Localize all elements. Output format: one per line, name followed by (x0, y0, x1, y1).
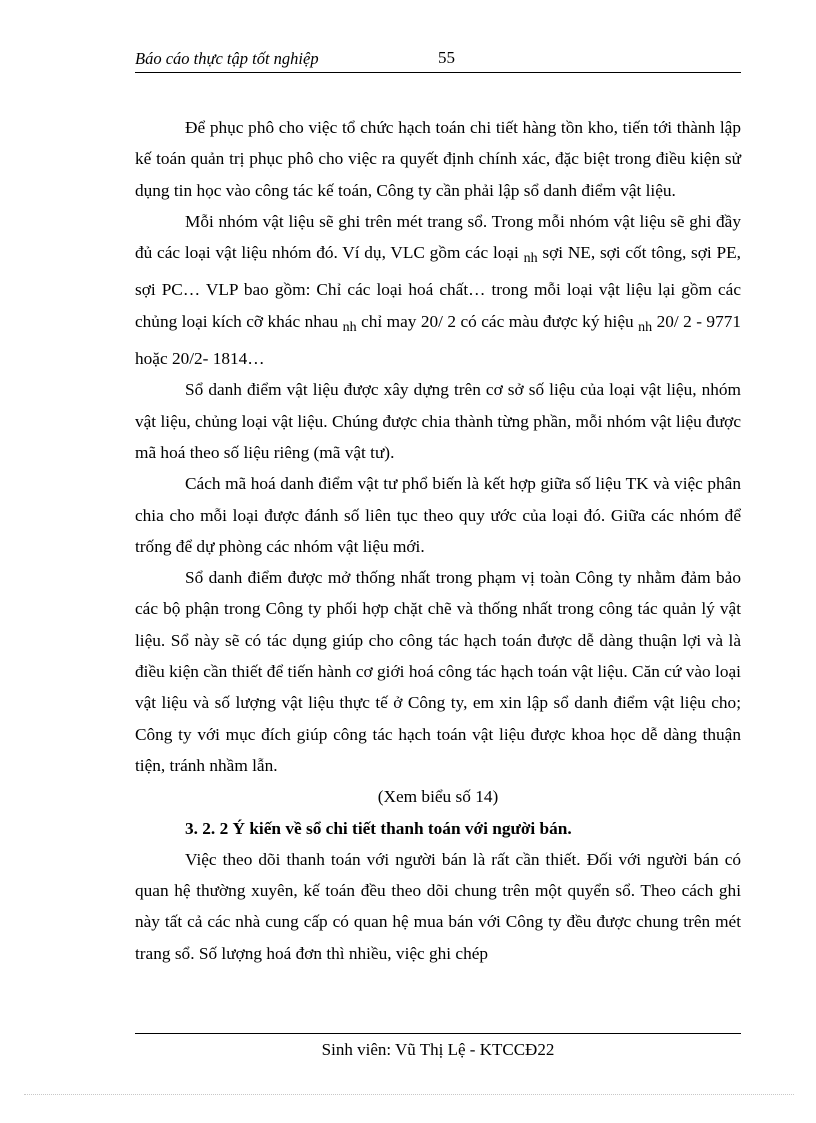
paragraph-1: Để phục phô cho việc tổ chức hạch toán chi tiết hàng tồn kho, tiến tới thành lập kế toán quản trị phục phô cho việc ra quyết định chính xác, đặc biệt trong điều kiện sử dụng tin học vào công tác kế toán, Công ty cần phải lập sổ danh điểm vật liệu. (135, 118, 741, 200)
figure-reference: (Xem biểu số 14) (377, 787, 499, 807)
footer-author: Sinh viên: Vũ Thị Lệ - KTCCĐ22 (321, 1040, 555, 1059)
paragraph-2-part-d: 20/ 2 - 9771 hoặc 20/2- 1814… (135, 311, 741, 369)
paragraph-6: Việc theo dõi thanh toán với người bán là rất cần thiết. Đối với người bán có quan hệ thường xuyên, kế toán đều theo dõi chung trên một quyển sổ. Theo cách ghi này tất cả các nhà cung cấp có quan hệ mua bán với Công ty đều được chung trên mét trang sổ. Số lượng hoá đơn thì nhiều, việc ghi chép (135, 849, 741, 963)
page-header (135, 48, 741, 73)
page-number: 55 (438, 48, 455, 67)
abbrev-nh-3: nh (638, 319, 653, 335)
paragraph-5: Sổ danh điểm được mở thống nhất trong phạm vị toàn Công ty nhằm đảm bảo các bộ phận trong Công ty phối hợp chặt chẽ và thống nhất trong công tác quản lý vật liệu. Sổ này sẽ có tác dụng giúp cho công tác hạch toán được dễ dàng thuận lợi và là điều kiện cần thiết để tiến hành cơ giới hoá công tác hạch toán vật liệu. Căn cứ vào loại vật liệu và số lượng vật liệu thực tế ở Công ty, em xin lập sổ danh điểm vật liệu cho; Công ty với mục đích giúp công tác hạch toán vật liệu được khoa học dễ dàng thuận tiện, tránh nhầm lẫn. (135, 568, 741, 775)
paragraph-2-part-a: Mỗi nhóm vật liệu sẽ ghi trên mét trang sổ. Trong mỗi nhóm vật liệu sẽ ghi đầy đủ các loại vật liệu nhóm đó. Ví dụ, VLC gồm các loại (135, 211, 741, 263)
paragraph-2-part-b: sợi NE, sợi cốt tông, sợi PE, sợi PC… VLP bao gồm: Chỉ các loại hoá chất… trong mỗi loại vật liệu lại gồm các chủng loại kích cỡ khác nhau (135, 243, 741, 331)
paragraph-3: Sổ danh điểm vật liệu được xây dựng trên cơ sở số liệu của loại vật liệu, nhóm vật liệu, chủng loại vật liệu. Chúng được chia thành từng phần, mỗi nhóm vật liệu được mã hoá theo số liệu riêng (mã vật tư). (135, 380, 741, 462)
page-edge-divider (24, 1094, 794, 1095)
abbrev-nh-2: nh (342, 319, 357, 335)
paragraph-2 (135, 206, 741, 374)
header-title: Báo cáo thực tập tốt nghiệp (135, 49, 319, 68)
footer-divider (135, 1033, 741, 1034)
body-text (135, 112, 741, 969)
paragraph-2-part-c: chỉ may 20/ 2 có các màu được ký hiệu (356, 311, 634, 331)
abbrev-nh-1: nh (523, 251, 538, 267)
paragraph-4: Cách mã hoá danh điểm vật tư phổ biến là kết hợp giữa số liệu TK và việc phân chia cho mỗi loại được đánh số liên tục theo quy ước của loại đó. Giữa các nhóm để trống để dự phòng các nhóm vật liệu mới. (135, 474, 741, 556)
section-heading: 3. 2. 2 Ý kiến về sổ chi tiết thanh toán với người bán. (185, 818, 572, 838)
